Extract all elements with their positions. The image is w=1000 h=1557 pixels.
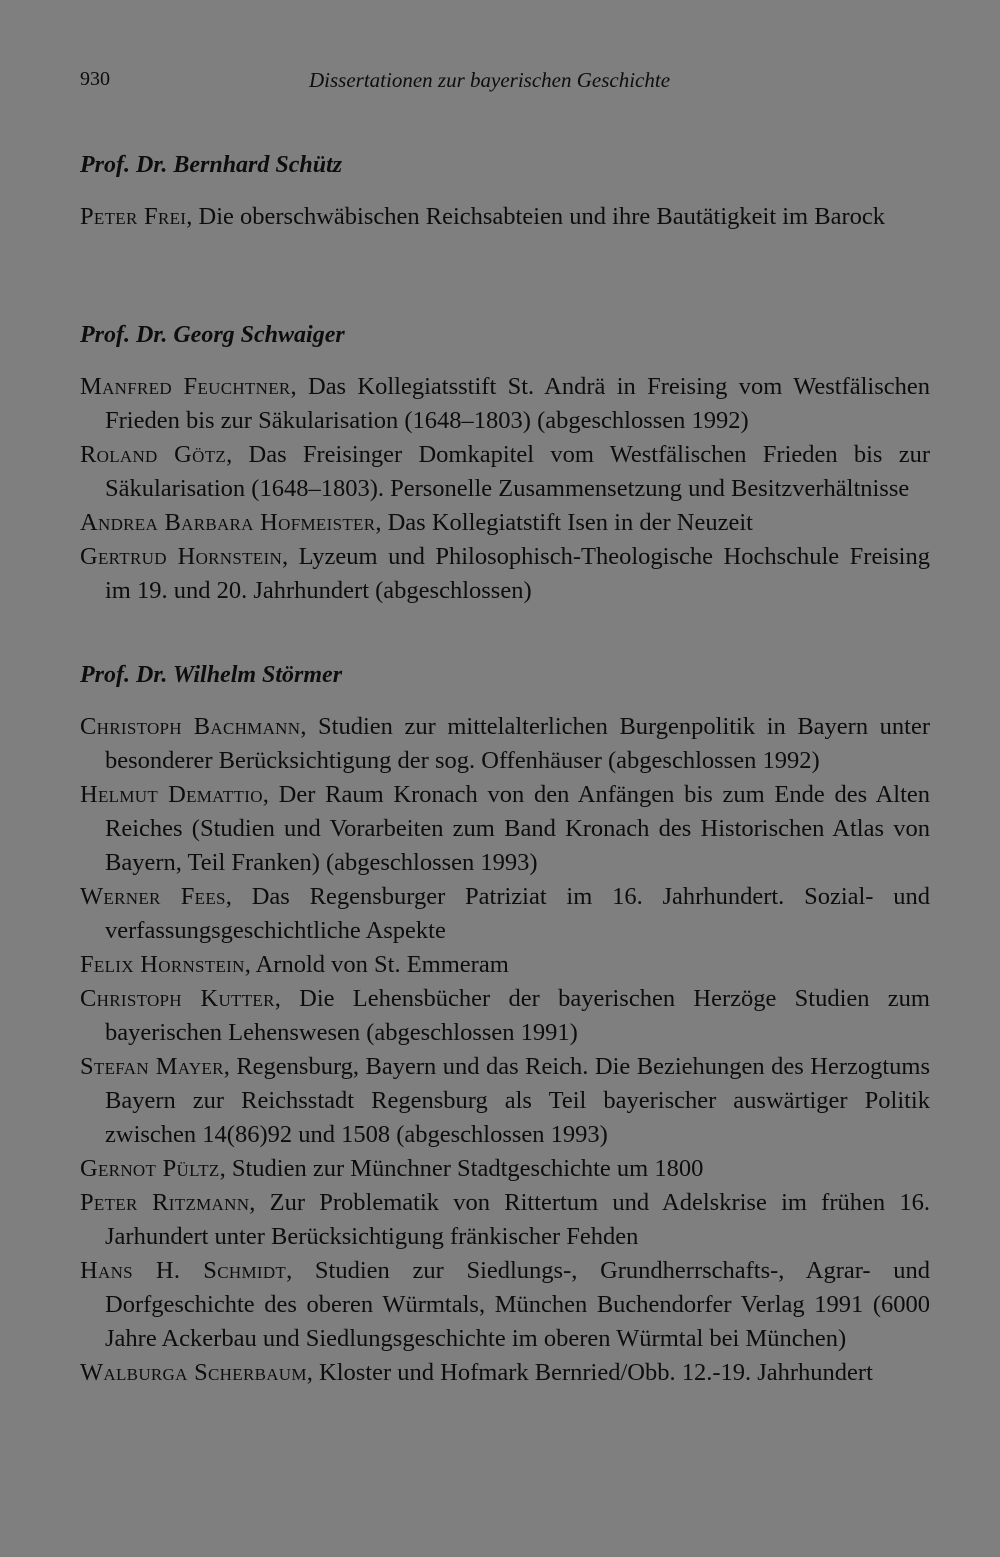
dissertation-entry — [80, 778, 930, 880]
page-header — [80, 68, 930, 104]
dissertation-list — [80, 710, 930, 1390]
dissertation-entry — [80, 200, 930, 234]
dissertation-entry — [80, 1152, 930, 1186]
section-stoermer — [80, 658, 930, 1390]
author-name: Hans H. Schmidt — [80, 1257, 287, 1284]
author-name: Helmut Demattio — [80, 781, 263, 808]
dissertation-entry — [80, 982, 930, 1050]
dissertation-title: , Lyzeum und Philosophisch-Theologische Hochschule Freising im 19. und 20. Jahrhundert (abgeschlossen) — [105, 543, 930, 604]
author-name: Andrea Barbara Hofmeister — [80, 509, 376, 536]
dissertation-entry — [80, 438, 930, 506]
dissertation-entry — [80, 1050, 930, 1152]
dissertation-title: , Die Lehensbücher der bayerischen Herzöge Studien zum bayerischen Lehenswesen (abgeschlossen 1991) — [105, 985, 930, 1046]
dissertation-title: , Regensburg, Bayern und das Reich. Die Beziehungen des Herzogtums Bayern zur Reichsstadt Regensburg als Teil bayerischer auswärtiger Politik zwischen 14(86)92 und 1508 (abgeschlossen 1993) — [105, 1053, 930, 1148]
dissertation-entry — [80, 506, 930, 540]
author-name: Werner Fees — [80, 883, 226, 910]
dissertation-title: , Studien zur Münchner Stadtgeschichte um 1800 — [219, 1155, 704, 1182]
section-heading: Prof. Dr. Wilhelm Störmer — [80, 662, 343, 688]
dissertation-title: , Der Raum Kronach von den Anfängen bis zum Ende des Alten Reiches (Studien und Vorarbeiten zum Band Kronach des Historischen Atlas von Bayern, Teil Franken) (abgeschlossen 1993) — [105, 781, 931, 876]
page-number: 930 — [80, 68, 110, 90]
author-name: Christoph Bachmann — [80, 713, 301, 740]
author-name: Manfred Feuchtner — [80, 373, 291, 400]
section-heading: Prof. Dr. Georg Schwaiger — [80, 322, 345, 348]
author-name: Walburga Scherbaum — [80, 1359, 307, 1386]
dissertation-title: , Studien zur mittelalterlichen Burgenpolitik in Bayern unter besonderer Berücksichtigung der sog. Offenhäuser (abgeschlossen 1992) — [105, 713, 930, 774]
author-name: Gernot Pültz — [80, 1155, 220, 1182]
dissertation-entry — [80, 1356, 930, 1390]
author-name: Christoph Kutter — [80, 985, 275, 1012]
section-schuetz — [80, 148, 930, 234]
dissertation-title: , Zur Problematik von Rittertum und Adelskrise im frühen 16. Jarhundert unter Berücksichtigung fränkischer Fehden — [105, 1189, 930, 1250]
dissertation-title: , Das Kollegiatsstift St. Andrä in Freising vom Westfälischen Frieden bis zur Säkularisation (1648–1803) (abgeschlossen 1992) — [105, 373, 931, 434]
author-name: Stefan Mayer — [80, 1053, 224, 1080]
dissertation-entry — [80, 880, 930, 948]
dissertation-entry — [80, 540, 930, 608]
dissertation-entry — [80, 1186, 930, 1254]
author-name: Gertrud Hornstein — [80, 543, 283, 570]
dissertation-title: , Arnold von St. Emmeram — [244, 951, 509, 978]
section-schwaiger — [80, 318, 930, 608]
dissertation-entry — [80, 370, 930, 438]
author-name: Peter Ritzmann — [80, 1189, 250, 1216]
dissertation-title: , Studien zur Siedlungs-, Grundherrschafts-, Agrar- und Dorfgeschichte des oberen Würmtals, München Buchendorfer Verlag 1991 (6000 Jahre Ackerbau und Siedlungsgeschichte im oberen Würmtal bei München) — [105, 1257, 931, 1352]
dissertation-entry — [80, 948, 930, 982]
dissertation-list — [80, 200, 930, 234]
author-name: Roland Götz — [80, 441, 227, 468]
author-name: Felix Hornstein — [80, 951, 245, 978]
dissertation-title: , Die oberschwäbischen Reichsabteien und ihre Bautätigkeit im Barock — [186, 203, 885, 230]
dissertation-title: , Das Kollegiatstift Isen in der Neuzeit — [375, 509, 753, 536]
dissertation-title: , Das Freisinger Domkapitel vom Westfälischen Frieden bis zur Säkularisation (1648–1803). Personelle Zusammensetzung und Besitzverhältnisse — [105, 441, 930, 502]
dissertation-list — [80, 370, 930, 608]
dissertation-entry — [80, 710, 930, 778]
section-heading: Prof. Dr. Bernhard Schütz — [80, 152, 343, 178]
dissertation-title: , Das Regensburger Patriziat im 16. Jahrhundert. Sozial- und verfassungsgeschichtliche Aspekte — [105, 883, 931, 944]
author-name: Peter Frei — [80, 203, 187, 230]
running-title: Dissertationen zur bayerischen Geschichte — [309, 68, 671, 92]
dissertation-entry — [80, 1254, 930, 1356]
dissertation-title: , Kloster und Hofmark Bernried/Obb. 12.-19. Jahrhundert — [306, 1359, 873, 1386]
